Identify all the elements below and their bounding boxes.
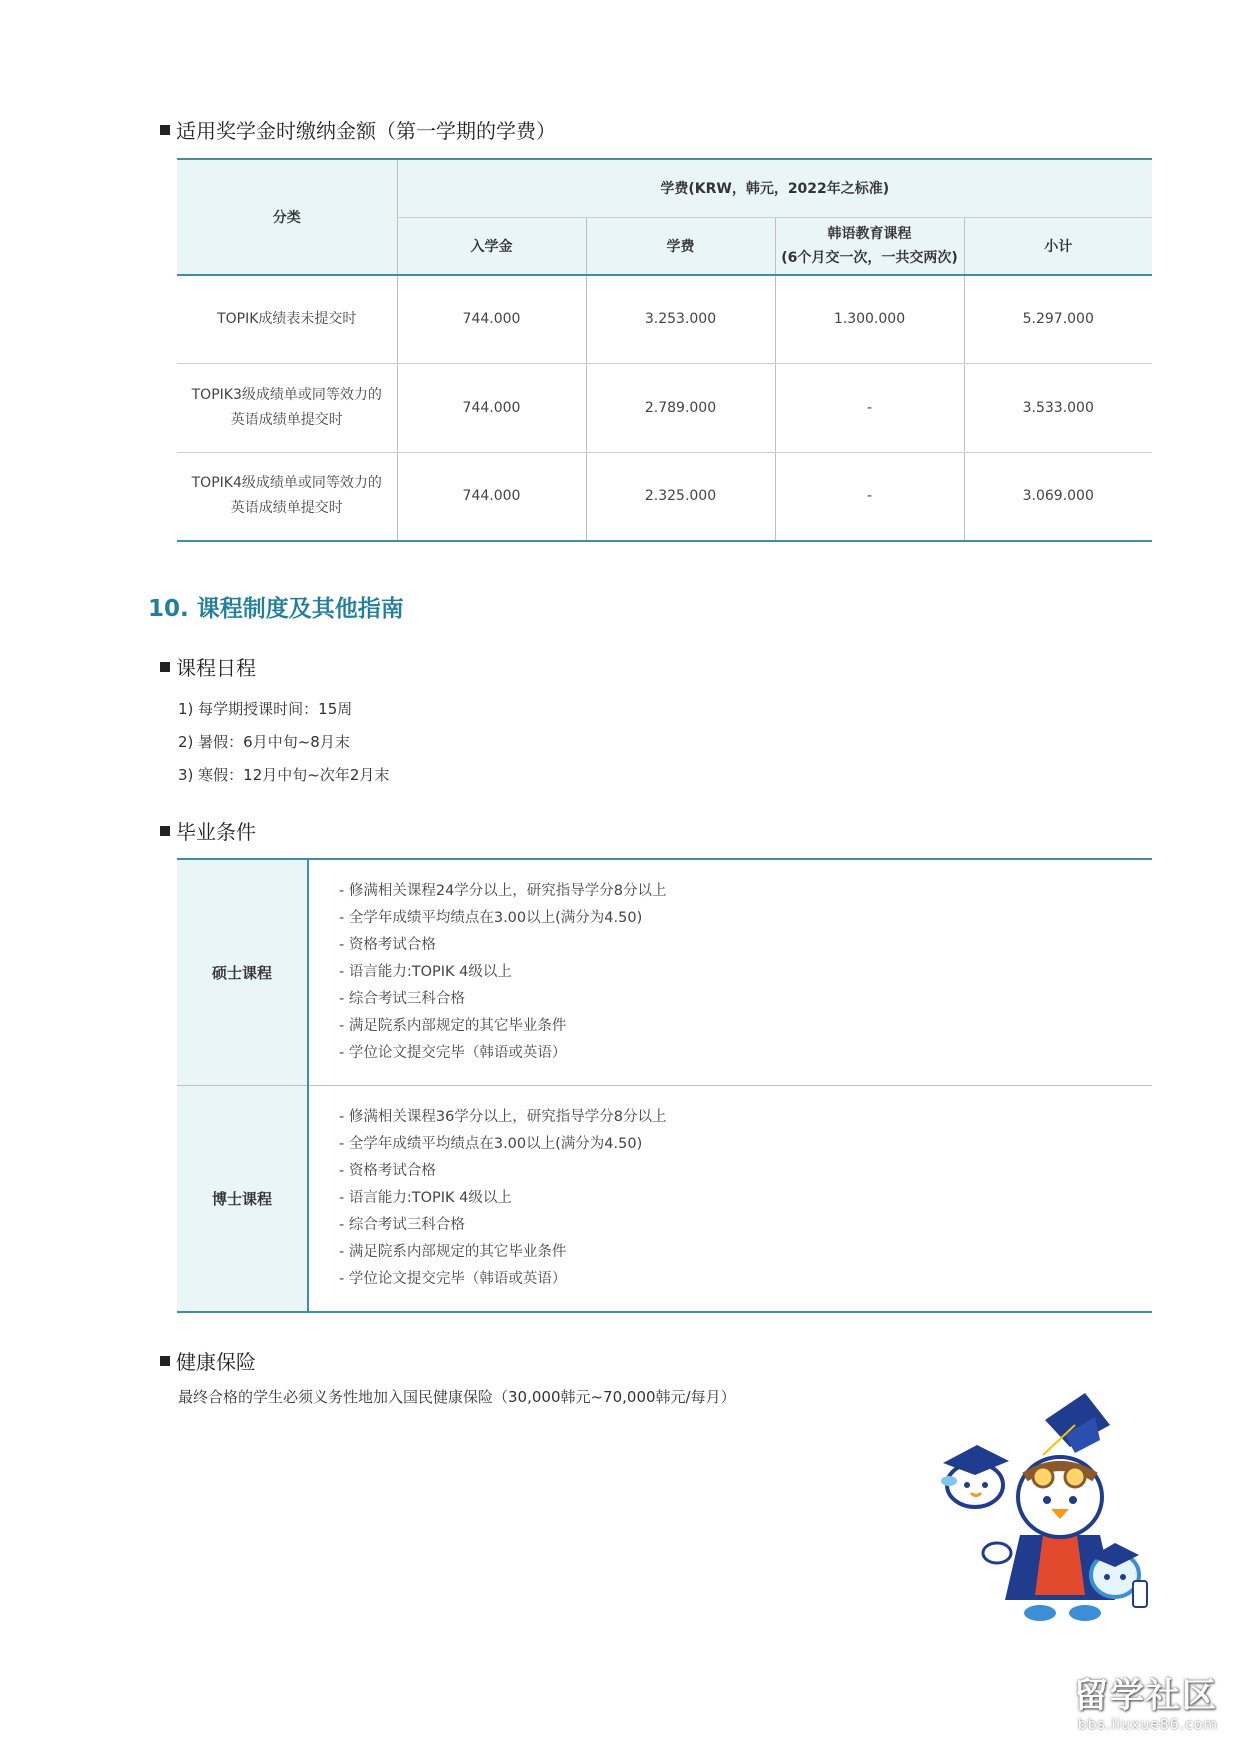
graduation-title: 毕业条件: [160, 816, 256, 845]
table-row: [177, 859, 1152, 1086]
fee-row-label: [177, 275, 397, 363]
fee-cell-korean-course: -: [775, 363, 964, 452]
fee-cell-admission: 744.000: [397, 363, 586, 452]
schedule-title: 课程日程: [160, 652, 256, 681]
fee-cell-korean-course: 1.300.000: [775, 275, 964, 363]
requirement-item: - 语言能力:TOPIK 4级以上: [339, 964, 512, 980]
table-row: [177, 1086, 1152, 1313]
fee-cell-admission: 744.000: [397, 452, 586, 541]
watermark-url: bbs.liuxue86.com: [1077, 1717, 1218, 1733]
requirements-masters: [308, 859, 1152, 1086]
insurance-title: 健康保险: [160, 1346, 256, 1375]
requirement-item: - 修满相关课程24学分以上，研究指导学分8分以上: [339, 883, 667, 899]
requirement-item: - 满足院系内部规定的其它毕业条件: [339, 1018, 567, 1034]
requirement-item: - 综合考试三科合格: [339, 991, 465, 1007]
requirement-item: - 学位论文提交完毕（韩语或英语）: [339, 1271, 567, 1287]
fee-row-label-line1: TOPIK4级成绩单或同等效力的: [191, 475, 382, 492]
table-row: [177, 275, 1152, 363]
schedule-item: 2) 暑假：6月中旬~8月末: [178, 733, 350, 751]
requirement-item: - 满足院系内部规定的其它毕业条件: [339, 1244, 567, 1260]
fee-col-subtotal: 小计: [964, 217, 1152, 275]
fee-col-korean-course-label: 韩语教育课程: [827, 225, 912, 242]
watermark-title: 留学社区: [1074, 1676, 1218, 1716]
fee-cell-subtotal: 5.297.000: [964, 275, 1152, 363]
mascot-illustration: [925, 1385, 1155, 1645]
fee-cell-admission: 744.000: [397, 275, 586, 363]
insurance-text: 最终合格的学生必须义务性地加入国民健康保险（30,000韩元~70,000韩元/每月）: [178, 1388, 736, 1406]
fee-row-label-line2: 英语成绩单提交时: [230, 500, 343, 517]
graduation-cap-icon: [1043, 1393, 1110, 1455]
fee-row-label-line1: TOPIK成绩表未提交时: [217, 310, 357, 327]
fee-cell-tuition: 2.325.000: [586, 452, 775, 541]
fee-col-tuition: 学费: [586, 217, 775, 275]
schedule-item: 3) 寒假：12月中旬~次年2月末: [178, 766, 390, 784]
fee-row-label: [177, 452, 397, 541]
fee-cell-tuition: 3.253.000: [586, 275, 775, 363]
table-row: [177, 452, 1152, 541]
fee-row-label-line1: TOPIK3级成绩单或同等效力的: [191, 386, 382, 403]
scholarship-section-title: 适用奖学金时缴纳金额（第一学期的学费）: [160, 115, 556, 144]
small-mascot-left-icon: [941, 1445, 1009, 1507]
section-10-title: 10. 课程制度及其他指南: [148, 596, 404, 622]
requirement-item: - 全学年成绩平均绩点在3.00以上(满分为4.50): [339, 1136, 643, 1152]
schedule-item: 1) 每学期授课时间：15周: [178, 700, 353, 718]
fee-cell-korean-course: -: [775, 452, 964, 541]
fee-table-category-header: 分类: [177, 159, 397, 275]
fee-row-label: [177, 363, 397, 452]
requirement-item: - 修满相关课程36学分以上，研究指导学分8分以上: [339, 1109, 667, 1125]
table-row: [177, 363, 1152, 452]
degree-doctoral: 博士课程: [177, 1086, 308, 1313]
fee-col-korean-course-note: (6个月交一次，一共交两次): [781, 249, 958, 266]
requirements-doctoral: [308, 1086, 1152, 1313]
fee-cell-subtotal: 3.533.000: [964, 363, 1152, 452]
fee-col-admission: 入学金: [397, 217, 586, 275]
watermark: [1074, 1668, 1218, 1733]
fee-table: [177, 158, 1152, 542]
requirement-item: - 学位论文提交完毕（韩语或英语）: [339, 1045, 567, 1061]
degree-masters: 硕士课程: [177, 859, 308, 1086]
requirement-item: - 资格考试合格: [339, 937, 436, 953]
fee-cell-tuition: 2.789.000: [586, 363, 775, 452]
fee-table-group-header: 学费(KRW，韩元，2022年之标准): [397, 159, 1152, 217]
fee-cell-subtotal: 3.069.000: [964, 452, 1152, 541]
requirement-item: - 语言能力:TOPIK 4级以上: [339, 1190, 512, 1206]
requirement-item: - 全学年成绩平均绩点在3.00以上(满分为4.50): [339, 910, 643, 926]
requirement-item: - 综合考试三科合格: [339, 1217, 465, 1233]
requirement-item: - 资格考试合格: [339, 1163, 436, 1179]
graduation-table: [177, 858, 1152, 1313]
fee-col-korean-course: [775, 217, 964, 275]
fee-row-label-line2: 英语成绩单提交时: [230, 411, 343, 428]
